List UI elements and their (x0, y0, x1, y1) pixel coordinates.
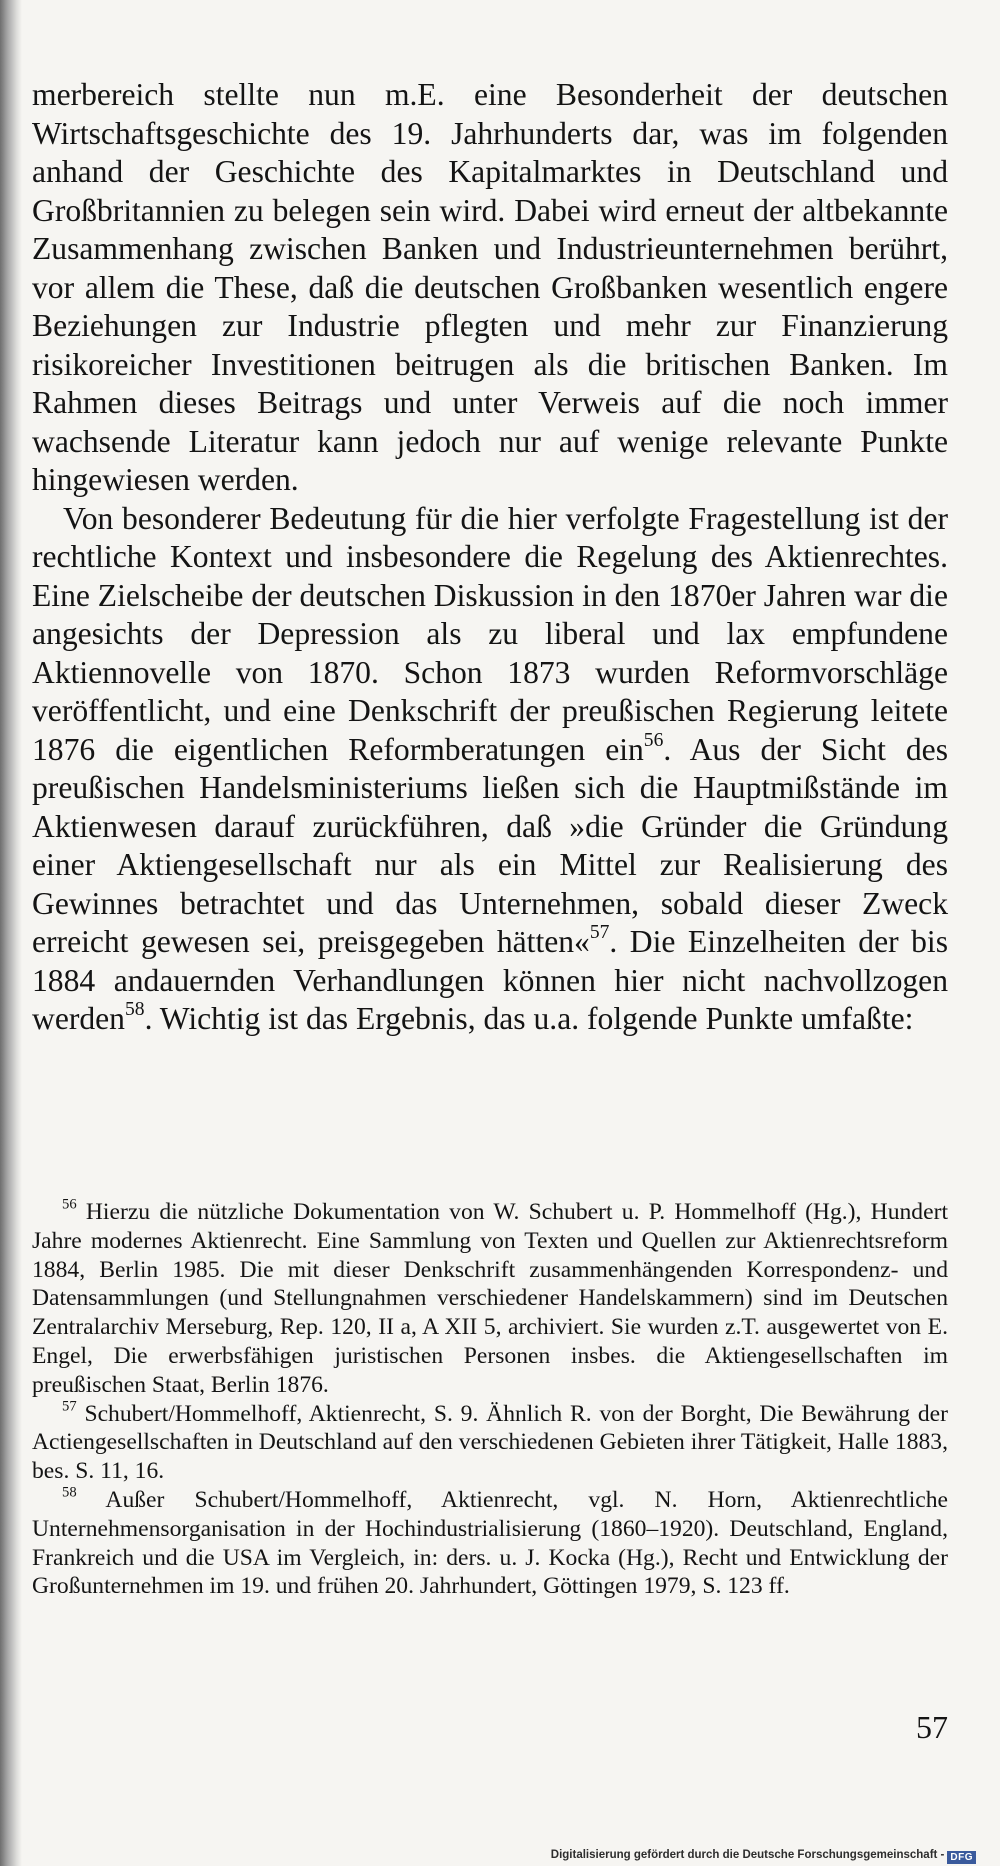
paragraph-2 (32, 500, 948, 1039)
footnote-number: 58 (62, 1484, 77, 1501)
paragraph-2-part-2: . Aus der Sicht des preußischen Handelsministeriums ließen sich die Hauptmißstände im Aktienwesen darauf zurückführen, daß »die Gründer die Gründung einer Aktiengesellschaft nur als ein Mittel zur Realisierung des Gewinnes betrachtet und das Unternehmen, sobald dieser Zweck erreicht gewesen sei, preisgegeben hätten« (32, 731, 948, 959)
footnote-text: Außer Schubert/Hommelhoff, Aktienrecht, vgl. N. Horn, Aktienrechtliche Unternehmensorganisation in der Hochindustrialisierung (1860–1920). Deutschland, England, Frankreich und die USA im Vergleich, in: ders. u. J. Kocka (Hg.), Recht und Entwicklung der Großunternehmen im 19. und frühen 20. Jahrhundert, Göttingen 1979, S. 123 ff. (32, 1486, 948, 1600)
funding-credit-text: Digitalisierung gefördert durch die Deutsche Forschungsgemeinschaft - (550, 1849, 945, 1861)
paragraph-1: merbereich stellte nun m.E. eine Besonderheit der deutschen Wirtschaftsgeschichte des 19. Jahrhunderts dar, was im folgenden anhand der Geschichte des Kapitalmarktes in Deutschland und Großbritannien zu belegen sein wird. Dabei wird erneut der altbekannte Zusammenhang zwischen Banken und Industrieunternehmen berührt, vor allem die These, daß die deutschen Großbanken wesentlich engere Beziehungen zur Industrie pflegten und mehr zur Finanzierung risikoreicher Investitionen beitrugen als die britischen Banken. Im Rahmen dieses Beitrags und unter Verweis auf die noch immer wachsende Literatur kann jedoch nur auf wenige relevante Punkte hingewiesen werden. (32, 77, 948, 497)
footnote-ref-58: 58 (124, 998, 145, 1020)
footnote-text: Hierzu die nützliche Dokumentation von W. Schubert u. P. Hommelhoff (Hg.), Hundert Jahre modernes Aktienrecht. Eine Sammlung von Texten und Quellen zur Aktienrechtsreform 1884, Berlin 1985. Die mit dieser Denkschrift zusammenhängenden Korrespondenz- und Datensammlungen (und Stellungnahmen verschiedener Handelskammern) sind im Deutschen Zentralarchiv Merseburg, Rep. 120, II a, A XII 5, archiviert. Sie wurden z.T. ausgewertet von E. Engel, Die erwerbsfähigen juristischen Personen insbes. die Aktiengesellschaften im preußischen Staat, Berlin 1876. (32, 1199, 948, 1398)
footnote-text: Schubert/Hommelhoff, Aktienrecht, S. 9. Ähnlich R. von der Borght, Die Bewährung der Actiengesellschaften in Deutschland auf den verschiedenen Gebieten ihrer Tätigkeit, Halle 1883, bes. S. 11, 16. (32, 1400, 948, 1485)
page-number: 57 (916, 1709, 948, 1745)
footnote-56 (32, 1198, 948, 1400)
footnotes (32, 1198, 948, 1601)
footnote-57 (32, 1400, 948, 1486)
dfg-logo: DFG (947, 1851, 976, 1864)
footnote-number: 57 (62, 1398, 77, 1415)
footnote-ref-56: 56 (643, 729, 664, 751)
paragraph-2-part-1: Von besonderer Bedeutung für die hier verfolgte Fragestellung ist der rechtliche Kontext und insbesondere die Regelung des Aktienrechtes. Eine Zielscheibe der deutschen Diskussion in den 1870er Jahren war die angesichts der Depression als zu liberal und lax empfundene Aktiennovelle von 1870. Schon 1873 wurden Reformvorschläge veröffentlicht, und eine Denkschrift der preußischen Regierung leitete 1876 die eigentlichen Reformberatungen ein (32, 500, 948, 767)
funding-credit (551, 1848, 976, 1864)
paragraph-2-part-4: . Wichtig ist das Ergebnis, das u.a. folgende Punkte umfaßte: (144, 1001, 914, 1036)
footnote-ref-57: 57 (589, 921, 610, 943)
footnote-number: 56 (62, 1196, 77, 1213)
footnote-58 (32, 1486, 948, 1601)
main-text (32, 76, 948, 1039)
paragraph-2-part-3: . Die Einzelheiten der bis 1884 andauernden Verhandlungen können hier nicht nachvollzogen werden (32, 924, 948, 1036)
gutter-shadow (0, 0, 22, 1866)
